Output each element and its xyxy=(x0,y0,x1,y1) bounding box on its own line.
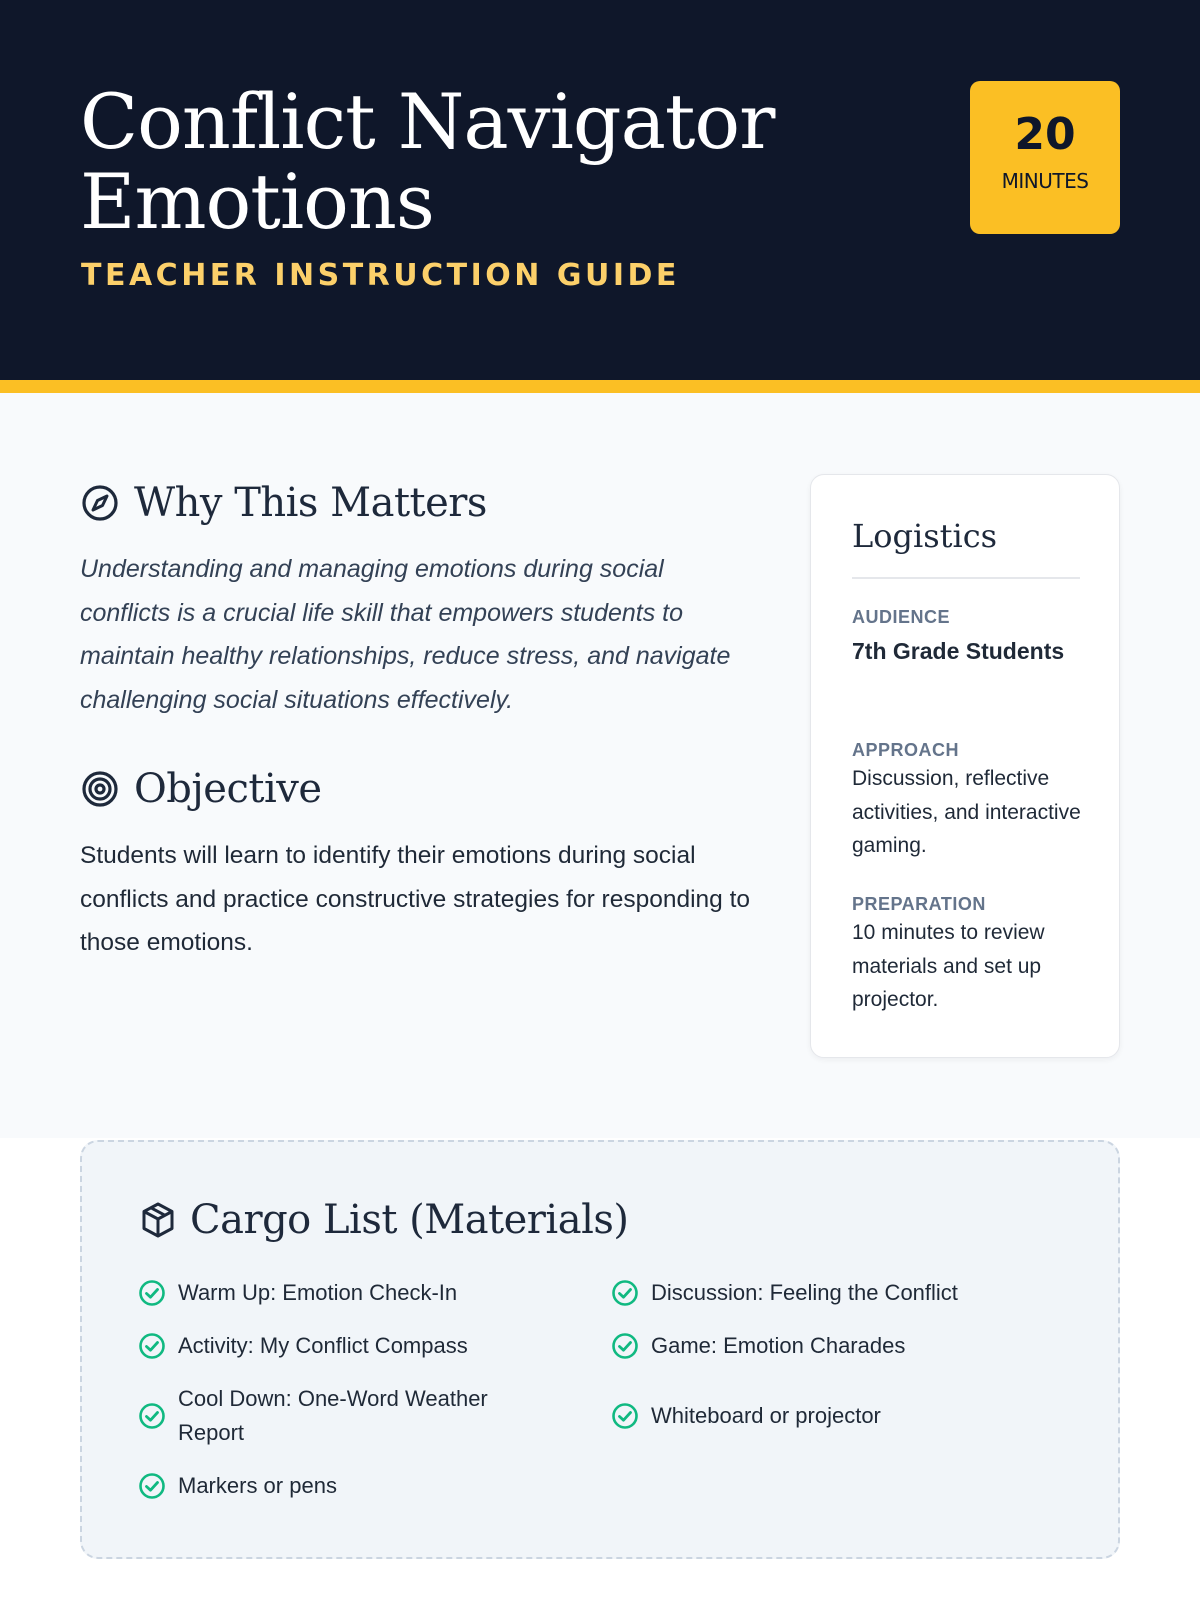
duration-value: 20 xyxy=(1014,109,1076,160)
approach-value: Discussion, reflective activities, and interactive gaming. xyxy=(852,767,1081,857)
header-banner xyxy=(0,0,1200,380)
approach-label: APPROACH xyxy=(852,740,960,760)
why-heading: Why This Matters xyxy=(134,480,487,526)
why-text: Understanding and managing emotions during social conflicts is a crucial life skill that empowers students to maintain healthy relationships, reduce stress, and navigate challenging social situations effectively. xyxy=(80,555,731,714)
list-item xyxy=(138,1276,558,1310)
list-item-label: Whiteboard or projector xyxy=(651,1403,881,1428)
list-item-label: Cool Down: One-Word Weather Report xyxy=(178,1386,488,1445)
header-accent-stripe xyxy=(0,380,1200,393)
objective-heading: Objective xyxy=(134,766,322,812)
check-circle-icon xyxy=(611,1332,639,1360)
logistics-heading: Logistics xyxy=(852,517,998,555)
check-circle-icon xyxy=(611,1279,639,1307)
list-item xyxy=(611,1276,1031,1310)
duration-badge xyxy=(970,81,1120,234)
objective-text: Students will learn to identify their emotions during social conflicts and practice constructive strategies for responding to those emotions. xyxy=(80,842,751,956)
list-item-label: Activity: My Conflict Compass xyxy=(178,1333,468,1358)
list-item xyxy=(138,1329,558,1363)
check-circle-icon xyxy=(138,1279,166,1307)
list-item xyxy=(611,1329,1031,1363)
logistics-divider xyxy=(852,577,1080,579)
duration-unit: MINUTES xyxy=(1001,169,1089,193)
preparation-label: PREPARATION xyxy=(852,894,986,914)
list-item-label: Game: Emotion Charades xyxy=(651,1333,906,1358)
objective-section-heading xyxy=(80,766,322,812)
list-item-label: Markers or pens xyxy=(178,1473,337,1498)
why-section-heading xyxy=(80,480,487,526)
check-circle-icon xyxy=(138,1472,166,1500)
package-icon xyxy=(138,1200,178,1240)
list-item-label: Discussion: Feeling the Conflict xyxy=(651,1280,958,1305)
page-subtitle: TEACHER INSTRUCTION GUIDE xyxy=(81,258,680,293)
list-item xyxy=(138,1382,538,1450)
target-icon xyxy=(80,769,120,809)
check-circle-icon xyxy=(138,1402,166,1430)
list-item-label: Warm Up: Emotion Check-In xyxy=(178,1280,458,1305)
audience-label: AUDIENCE xyxy=(852,607,951,627)
preparation-value: 10 minutes to review materials and set up projector. xyxy=(852,921,1045,1011)
check-circle-icon xyxy=(138,1332,166,1360)
list-item xyxy=(611,1382,1031,1450)
cargo-heading: Cargo List (Materials) xyxy=(190,1197,629,1243)
cargo-list-panel xyxy=(80,1140,1120,1559)
audience-value: 7th Grade Students xyxy=(852,638,1065,664)
cargo-section-heading xyxy=(138,1197,629,1243)
logistics-card xyxy=(810,474,1120,1058)
check-circle-icon xyxy=(611,1402,639,1430)
list-item xyxy=(138,1469,558,1503)
page-title: Conflict Navigator Emotions xyxy=(80,77,775,246)
compass-icon xyxy=(80,483,120,523)
